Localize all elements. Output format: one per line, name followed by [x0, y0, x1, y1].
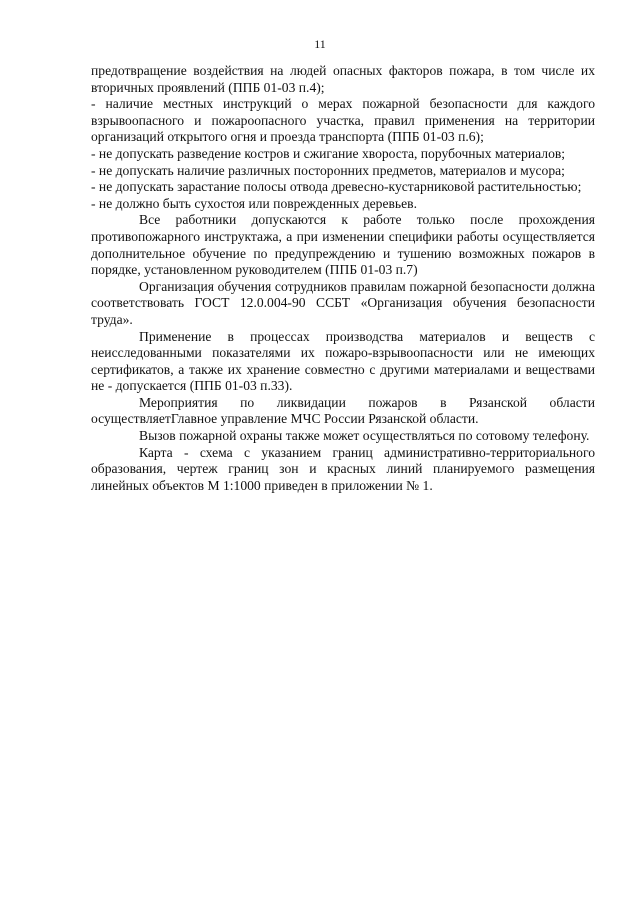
paragraph: Мероприятия по ликвидации пожаров в Рязанской области осуществляетГлавное управление МЧС России Рязанской области. — [91, 394, 595, 427]
list-item: - не должно быть сухостоя или поврежденных деревьев. — [91, 195, 417, 211]
paragraph: Карта - схема с указанием границ административно-территориального образования, чертеж границ зон и красных линий планируемого размещения линейных объектов М 1:1000 приведен в приложении № 1. — [91, 444, 595, 493]
paragraph: Применение в процессах производства материалов и веществ с неисследованными показателями их пожаро-взрывоопасности или не имеющих сертификатов, а также их хранение совместно с другими материалами и веществами не - допускается (ППБ 01-03 п.33). — [91, 328, 595, 394]
document-body — [91, 63, 595, 494]
list-item: - наличие местных инструкций о мерах пожарной безопасности для каждого взрывоопасного и пожароопасного участка, правил применения на территории организаций открытого огня и проезда транспорта (ППБ 01-03 п.6); — [91, 96, 595, 145]
paragraph: Все работники допускаются к работе только после прохождения противопожарного инструктажа, а при изменении специфики работы осуществляется дополнительное обучение по предупреждению и тушению возможных пожаров в порядке, установленном руководителем (ППБ 01-03 п.7) — [91, 212, 595, 278]
list-item: - не допускать наличие различных посторонних предметов, материалов и мусора; — [91, 162, 565, 178]
page-number: 11 — [314, 37, 326, 51]
paragraph: Организация обучения сотрудников правилам пожарной безопасности должна соответствовать ГОСТ 12.0.004-90 ССБТ «Организация обучения безопасности труда». — [91, 278, 595, 327]
paragraph: Вызов пожарной охраны также может осуществляться по сотовому телефону. — [139, 428, 590, 444]
list-item: - не допускать зарастание полосы отвода древесно-кустарниковой растительностью; — [91, 179, 582, 195]
list-item: - не допускать разведение костров и сжигание хвороста, порубочных материалов; — [91, 145, 566, 161]
paragraph: предотвращение воздействия на людей опасных факторов пожара, в том числе их вторичных проявлений (ППБ 01-03 п.4); — [91, 63, 595, 95]
